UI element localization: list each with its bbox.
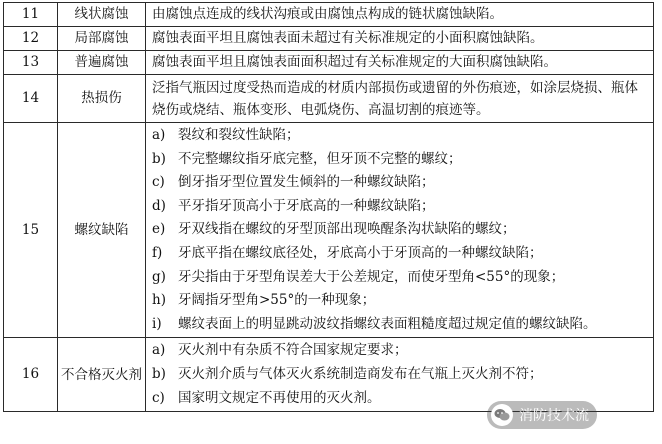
row-number: 16: [4, 338, 58, 412]
item-text: 裂纹和裂纹性缺陷；: [178, 127, 300, 143]
defect-term: 普遍腐蚀: [58, 51, 146, 75]
item-text: 灭火剂介质与气体灭火系统制造商发布在气瓶上灭火剂不符；: [178, 365, 543, 382]
defect-description: 泛指气瓶因过度受热而造成的材质内部损伤或遗留的外伤痕迹，如涂层烧损、瓶体烧伤或烧结、瓶体变形、电弧烧伤、高温切割的痕迹等。: [146, 75, 654, 123]
list-item: [152, 339, 649, 363]
item-text: 牙双线指在螺纹的牙型顶部出现唤醒条沟状缺陷的螺纹；: [178, 221, 516, 238]
item-marker: a): [152, 342, 166, 359]
item-marker: b): [152, 150, 166, 167]
row-number: 13: [4, 51, 58, 75]
defect-term: 不合格灭火剂: [58, 338, 146, 412]
table-row: [4, 27, 654, 51]
wechat-logo-icon: [491, 404, 513, 426]
item-text: 国家明文规定不再使用的灭火剂。: [178, 389, 381, 406]
list-item: [152, 289, 649, 313]
table-row: [4, 51, 654, 75]
row-number: 15: [4, 123, 58, 338]
item-text: 螺纹表面上的明显跳动波纹指螺纹表面粗糙度超过规定值的螺纹缺陷。: [178, 315, 597, 332]
table-row: [4, 123, 654, 338]
item-marker: d): [152, 197, 166, 214]
item-marker: b): [152, 365, 166, 382]
item-marker: g): [152, 268, 166, 285]
defect-term: 线状腐蚀: [58, 3, 146, 27]
defect-term: 热损伤: [58, 75, 146, 123]
list-item: [152, 266, 649, 290]
list-item: [152, 363, 649, 387]
item-text: 牙尖指由于牙型角误差大于公差规定，而使牙型角<55°的现象；: [178, 268, 565, 285]
list-item: [152, 218, 649, 242]
row-number: 14: [4, 75, 58, 123]
defect-definition-table: [3, 2, 654, 412]
item-text: 倒牙指牙型位置发生倾斜的一种螺纹缺陷；: [178, 174, 435, 191]
list-item: [152, 242, 649, 266]
item-text: 平牙指牙顶高小于牙底高的一种螺纹缺陷；: [178, 197, 435, 214]
item-text: 牙底平指在螺纹底径处，牙底高小于牙顶高的一种螺纹缺陷；: [178, 244, 543, 261]
defect-item-list: [146, 123, 654, 338]
row-number: 12: [4, 27, 58, 51]
list-item: [152, 313, 649, 337]
row-number: 11: [4, 3, 58, 27]
list-item: [152, 195, 649, 219]
item-marker: c): [152, 389, 165, 406]
item-marker: e): [152, 221, 166, 238]
table-row: [4, 3, 654, 27]
item-marker: a): [152, 127, 166, 143]
list-item: [152, 148, 649, 172]
table-row: [4, 75, 654, 123]
defect-description: 腐蚀表面平坦且腐蚀表面面积超过有关标准规定的大面积腐蚀缺陷。: [146, 51, 654, 75]
defect-term: 螺纹缺陷: [58, 123, 146, 338]
item-marker: f): [152, 244, 163, 261]
list-item: [152, 124, 649, 148]
list-item: [152, 171, 649, 195]
item-text: 灭火剂中有杂质不符合国家规定要求；: [178, 342, 408, 359]
defect-term: 局部腐蚀: [58, 27, 146, 51]
defect-description: 由腐蚀点连成的线状沟痕或由腐蚀点构成的链状腐蚀缺陷。: [146, 3, 654, 27]
watermark: [487, 401, 597, 429]
item-marker: i): [152, 315, 162, 332]
item-marker: c): [152, 174, 165, 191]
watermark-text: 消防技术流: [519, 408, 589, 424]
item-text: 不完整螺纹指牙底完整，但牙顶不完整的螺纹；: [178, 150, 462, 167]
defect-description: 腐蚀表面平坦且腐蚀表面未超过有关标准规定的小面积腐蚀缺陷。: [146, 27, 654, 51]
item-marker: h): [152, 292, 166, 309]
item-text: 牙阔指牙型角>55°的一种现象；: [178, 292, 376, 309]
